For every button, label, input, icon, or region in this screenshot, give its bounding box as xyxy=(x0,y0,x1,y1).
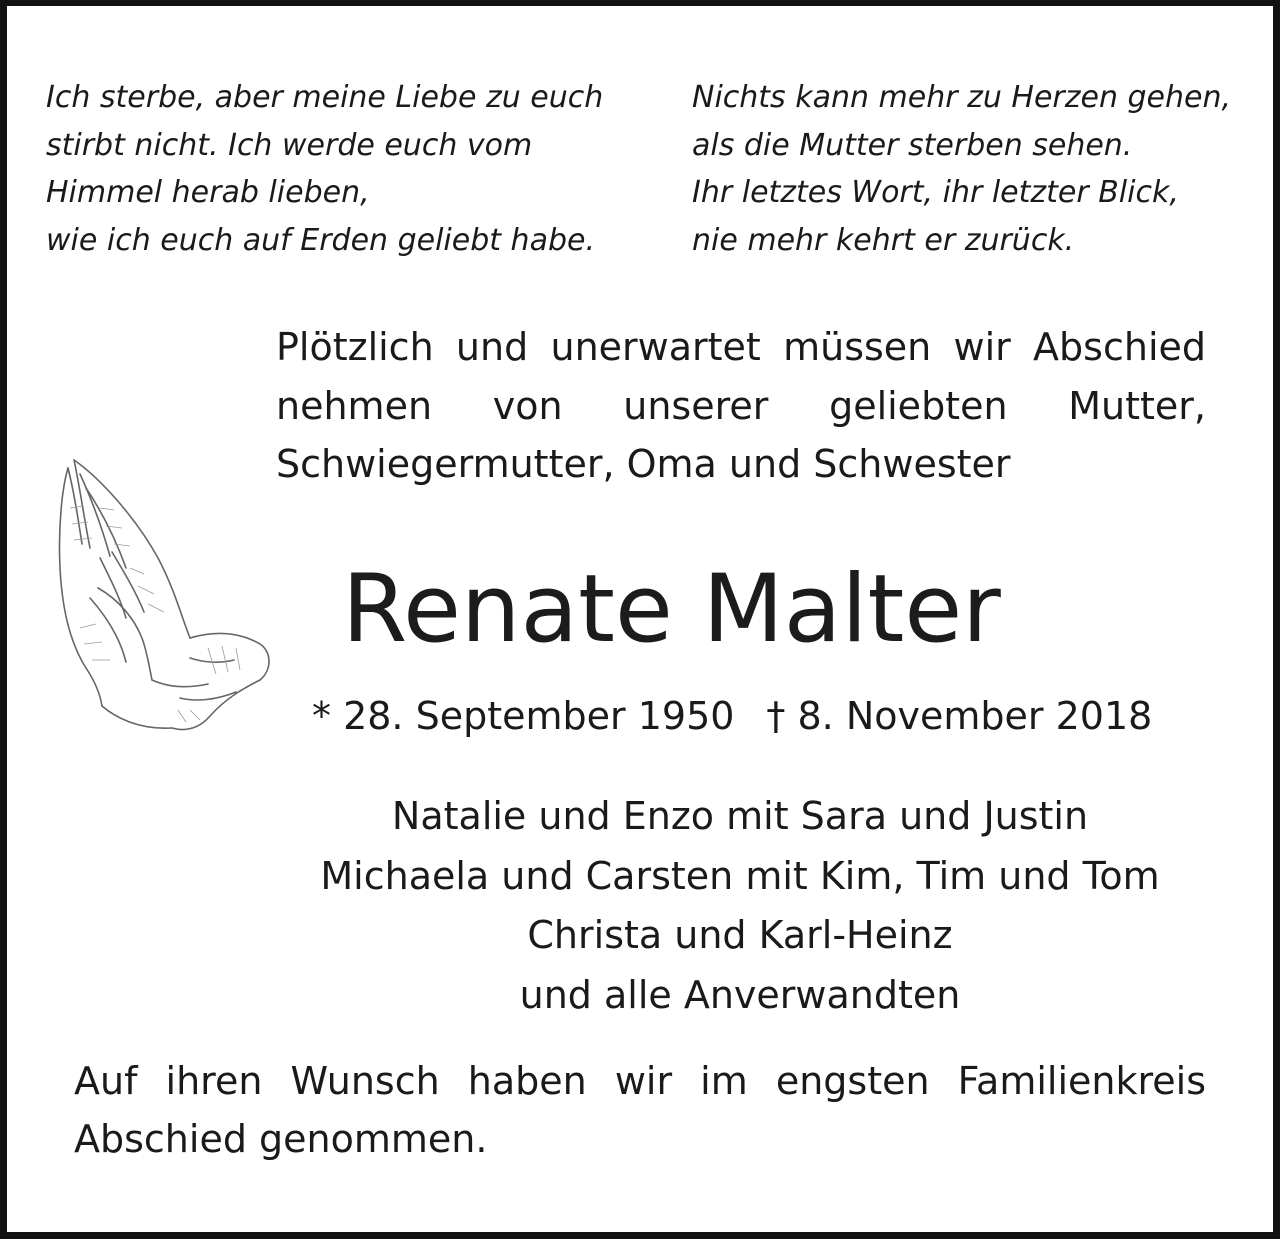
closing-line: Auf ihren Wunsch haben wir im engsten Familienkreis xyxy=(74,1059,1206,1103)
mourners-line: und alle Anverwandten xyxy=(519,972,961,1017)
intro-line: Schwiegermutter, Oma und Schwester xyxy=(276,442,1011,486)
intro-text xyxy=(276,318,1206,494)
mourners-line: Natalie und Enzo mit Sara und Justin xyxy=(391,794,1089,838)
death-date: † 8. November 2018 xyxy=(766,694,1153,738)
mourners-line: Christa und Karl-Heinz xyxy=(527,913,953,957)
poem-left-line: Ich sterbe, aber meine Liebe zu euch xyxy=(46,80,604,115)
poem-right-line: nie mehr kehrt er zurück. xyxy=(692,222,1075,258)
poem-right-line: Ihr letztes Wort, ihr letzter Blick, xyxy=(692,175,1179,210)
poem-left-line: wie ich euch auf Erden geliebt habe. xyxy=(46,222,595,258)
intro-line: Plötzlich und unerwartet müssen wir Abschied xyxy=(276,325,1206,369)
praying-hands-icon xyxy=(40,448,280,748)
poem-left-line: Himmel herab lieben, xyxy=(46,175,370,210)
poem-right-line: Nichts kann mehr zu Herzen gehen, xyxy=(692,80,1232,115)
closing-line: Abschied genommen. xyxy=(74,1117,488,1161)
poem-right xyxy=(692,74,1231,264)
intro-line: nehmen von unserer geliebten Mutter, xyxy=(276,383,1206,428)
deceased-name: Renate Malter xyxy=(342,555,1001,664)
mourners-line: Michaela und Carsten mit Kim, Tim und Tom xyxy=(320,853,1160,898)
birth-date: * 28. September 1950 xyxy=(312,694,735,738)
poem-left-line: stirbt nicht. Ich werde euch vom xyxy=(46,127,533,163)
life-dates xyxy=(312,688,1152,744)
closing-text xyxy=(74,1052,1206,1168)
mourners-list xyxy=(240,787,1240,1025)
poem-left xyxy=(46,74,603,264)
poem-right-line: als die Mutter sterben sehen. xyxy=(692,127,1133,163)
